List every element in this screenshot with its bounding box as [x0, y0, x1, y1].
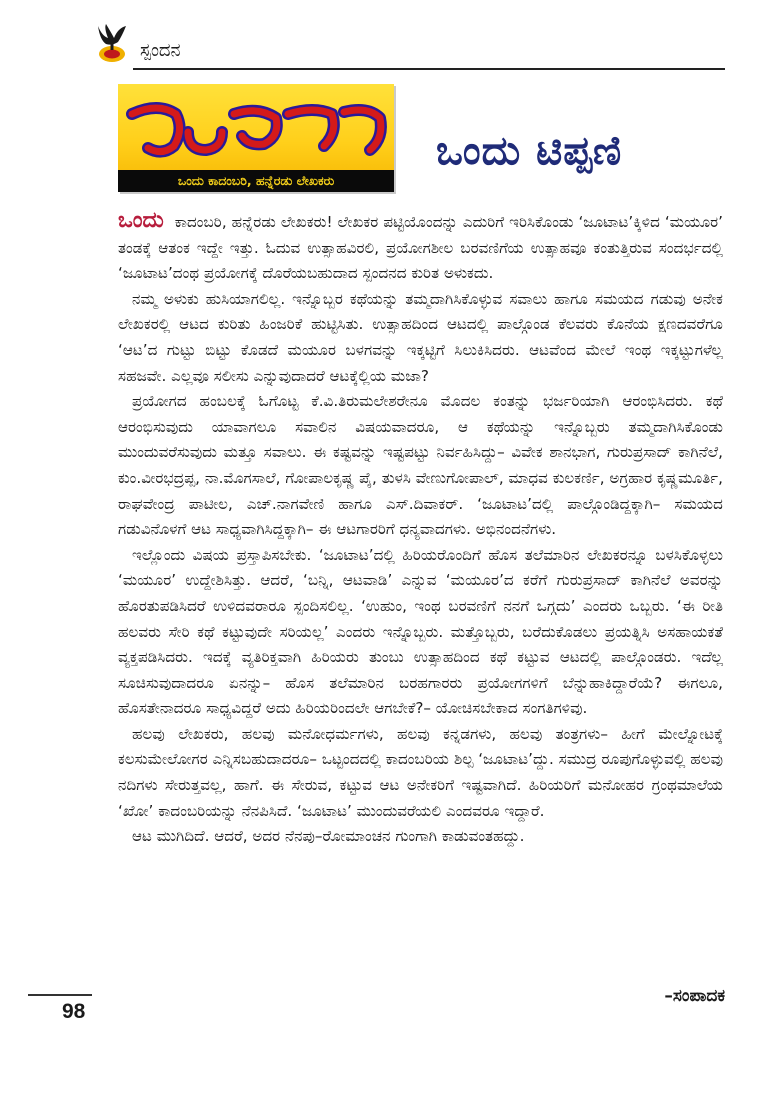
paragraph: ಪ್ರಯೋಗದ ಹಂಬಲಕ್ಕೆ ಓಗೊಟ್ಟ ಕೆ.ವಿ.ತಿರುಮಲೇಶರೇನೂ ಮೊದಲ ಕಂತನ್ನು ಭರ್ಜರಿಯಾಗಿ ಆರಂಭಿಸಿದರು. ಕಥೆ ಆರಂಭಿಸುವುದು ಯಾವಾಗಲೂ ಸವಾಲಿನ ವಿಷಯವಾದರೂ, ಆ ಕಥೆಯನ್ನು ಇನ್ನೊಬ್ಬರು ತಮ್ಮದಾಗಿಸಿಕೊಂಡು ಮುಂದುವರೆಸುವುದು ಮತ್ತೂ ಸವಾಲು. ಈ ಕಷ್ಟವನ್ನು ಇಷ್ಟಪಟ್ಟು ನಿರ್ವಹಿಸಿದ್ದು– ವಿವೇಕ ಶಾನಭಾಗ, ಗುರುಪ್ರಸಾದ್ ಕಾಗಿನೆಲೆ, ಕುಂ.ವೀರಭದ್ರಪ್ಪ, ನಾ.ಮೊಗಸಾಲೆ, ಗೋಪಾಲಕೃಷ್ಣ ಪೈ, ತುಳಸಿ ವೇಣುಗೋಪಾಲ್, ಮಾಧವ ಕುಲಕರ್ಣಿ, ಅಗ್ರಹಾರ ಕೃಷ್ಣಮೂರ್ತಿ, ರಾಘವೇಂದ್ರ ಪಾಟೀಲ, ಎಚ್.ನಾಗವೇಣಿ ಹಾಗೂ ಎಸ್.ದಿವಾಕರ್. ‘ಜೂಟಾಟ’ದಲ್ಲಿ ಪಾಲ್ಗೊಂಡಿದ್ದಕ್ಕಾಗಿ– ಸಮಯದ ಗಡುವಿನೊಳಗೆ ಆಟ ಸಾಧ್ಯವಾಗಿಸಿದ್ದಕ್ಕಾಗಿ– ಈ ಆಟಗಾರರಿಗೆ ಧನ್ಯವಾದಗಳು. ಅಭಿನಂದನೆಗಳು.: [118, 392, 723, 539]
banner-subtitle: ಒಂದು ಕಾದಂಬರಿ, ಹನ್ನೆರಡು ಲೇಖಕರು: [177, 173, 335, 188]
flower-logo-icon: [92, 22, 132, 68]
paragraph: ಹಲವು ಲೇಖಕರು, ಹಲವು ಮನೋಧರ್ಮಗಳು, ಹಲವು ಕನ್ನಡಗಳು, ಹಲವು ತಂತ್ರಗಳು– ಹೀಗೆ ಮೇಲ್ನೋಟಕ್ಕೆ ಕಲಸುಮೇಲೋಗರ ಎನ್ನಿಸಬಹುದಾದರೂ– ಒಟ್ಟಂದದಲ್ಲಿ ಕಾದಂಬರಿಯ ಶಿಲ್ಪ ‘ಜೂಟಾಟ’ದ್ದು. ಸಮುದ್ರ ರೂಪುಗೊಳ್ಳುವಲ್ಲಿ ಹಲವು ನದಿಗಳು ಸೇರುತ್ತವಲ್ಲ, ಹಾಗೆ. ಈ ಸೇರುವ, ಕಟ್ಟುವ ಆಟ ಅನೇಕರಿಗೆ ಇಷ್ಟವಾಗಿದೆ. ಹಿರಿಯರಿಗೆ ಮನೋಹರ ಗ್ರಂಥಮಾಲೆಯ ‘ಖೋ’ ಕಾದಂಬರಿಯನ್ನು ನೆನಪಿಸಿದೆ. ‘ಜೂಟಾಟ’ ಮುಂದುವರೆಯಲಿ ಎಂದವರೂ ಇದ್ದಾರೆ.: [118, 724, 723, 820]
drop-word: ಒಂದು: [118, 208, 164, 233]
header-rule: [133, 68, 725, 70]
section-name: ಸ್ಪಂದನ: [140, 40, 181, 61]
paragraph: ನಮ್ಮ ಅಳುಕು ಹುಸಿಯಾಗಲಿಲ್ಲ. ಇನ್ನೊಬ್ಬರ ಕಥೆಯನ್ನು ತಮ್ಮದಾಗಿಸಿಕೊಳ್ಳುವ ಸವಾಲು ಹಾಗೂ ಸಮಯದ ಗಡುವು ಅನೇಕ ಲೇಖಕರಲ್ಲಿ ಆಟದ ಕುರಿತು ಹಿಂಜರಿಕೆ ಹುಟ್ಟಿಸಿತು. ಉತ್ಸಾಹದಿಂದ ಆಟದಲ್ಲಿ ಪಾಲ್ಗೊಂಡ ಕೆಲವರು ಕೊನೆಯ ಕ್ಷಣದವರೆಗೂ ‘ಆಟ’ದ ಗುಟ್ಟು ಬಿಟ್ಟು ಕೊಡದೆ ಮಯೂರ ಬಳಗವನ್ನು ಇಕ್ಕಟ್ಟಿಗೆ ಸಿಲುಕಿಸಿದರು. ಆಟವೆಂದ ಮೇಲೆ ಇಂಥ ಇಕ್ಕಟ್ಟುಗಳೆಲ್ಲ ಸಹಜವೇ. ಎಲ್ಲವೂ ಸಲೀಸು ಎನ್ನುವುದಾದರೆ ಆಟಕ್ಕೆಲ್ಲಿಯ ಮಜಾ?: [118, 289, 723, 385]
banner-strip: [118, 170, 394, 192]
paragraph: ಆಟ ಮುಗಿದಿದೆ. ಆದರೆ, ಅದರ ನೆನಪು–ರೋಮಾಂಚನ ಗುಂಗಾಗಿ ಕಾಡುವಂತಹದ್ದು.: [132, 827, 525, 846]
banner: [118, 84, 394, 192]
paragraph: ಇಲ್ಲೊಂದು ವಿಷಯ ಪ್ರಸ್ತಾಪಿಸಬೇಕು. ‘ಜೂಟಾಟ’ದಲ್ಲಿ ಹಿರಿಯರೊಂದಿಗೆ ಹೊಸ ತಲೆಮಾರಿನ ಲೇಖಕರನ್ನೂ ಬಳಸಿಕೊಳ್ಳಲು ‘ಮಯೂರ’ ಉದ್ದೇಶಿಸಿತ್ತು. ಆದರೆ, ‘ಬನ್ನಿ, ಆಟವಾಡಿ’ ಎನ್ನುವ ‘ಮಯೂರ’ದ ಕರೆಗೆ ಗುರುಪ್ರಸಾದ್ ಕಾಗಿನೆಲೆ ಅವರನ್ನು ಹೊರತುಪಡಿಸಿದರೆ ಉಳಿದವರಾರೂ ಸ್ಪಂದಿಸಲಿಲ್ಲ. ‘ಉಹುಂ, ಇಂಥ ಬರವಣಿಗೆ ನನಗೆ ಒಗ್ಗದು’ ಎಂದರು ಒಬ್ಬರು. ‘ಈ ರೀತಿ ಹಲವರು ಸೇರಿ ಕಥೆ ಕಟ್ಟುವುದೇ ಸರಿಯಲ್ಲ’ ಎಂದರು ಇನ್ನೊಬ್ಬರು. ಮತ್ತೊಬ್ಬರು, ಬರೆದುಕೊಡಲು ಪ್ರಯತ್ನಿಸಿ ಅಸಹಾಯಕತೆ ವ್ಯಕ್ತಪಡಿಸಿದರು. ಇದಕ್ಕೆ ವ್ಯತಿರಿಕ್ತವಾಗಿ ಹಿರಿಯರು ತುಂಬು ಉತ್ಸಾಹದಿಂದ ಕಥೆ ಕಟ್ಟುವ ಆಟದಲ್ಲಿ ಪಾಲ್ಗೊಂಡರು. ಇದೆಲ್ಲ ಸೂಚಿಸುವುದಾದರೂ ಏನನ್ನು– ಹೊಸ ತಲೆಮಾರಿನ ಬರಹಗಾರರು ಪ್ರಯೋಗಗಳಿಗೆ ಬೆನ್ನುಹಾಕಿದ್ದಾರೆಯೆ? ಈಗಲೂ, ಹೊಸತೇನಾದರೂ ಸಾಧ್ಯವಿದ್ದರೆ ಅದು ಹಿರಿಯರಿಂದಲೇ ಆಗಬೇಕೆ?– ಯೋಚಿಸಬೇಕಾದ ಸಂಗತಿಗಳಿವು.: [118, 545, 723, 718]
paragraph-text: ಕಾದಂಬರಿ, ಹನ್ನೆರಡು ಲೇಖಕರು! ಲೇಖಕರ ಪಟ್ಟಿಯೊಂದನ್ನು ಎದುರಿಗೆ ಇರಿಸಿಕೊಂಡು ‘ಜೂಟಾಟ’ಕ್ಕಿಳಿದ ‘ಮಯೂರ’ ತಂಡಕ್ಕೆ ಆತಂಕ ಇದ್ದೇ ಇತ್ತು. ಓದುವ ಉತ್ಸಾಹವಿರಲಿ, ಪ್ರಯೋಗಶೀಲ ಬರವಣಿಗೆಯ ಉತ್ಸಾಹವೂ ಕಂತುತ್ತಿರುವ ಸಂದರ್ಭದಲ್ಲಿ ‘ಜೂಟಾಟ’ದಂಥ ಪ್ರಯೋಗಕ್ಕೆ ದೊರೆಯಬಹುದಾದ ಸ್ಪಂದನದ ಕುರಿತ ಅಳುಕದು.: [118, 213, 723, 283]
banner-title-art: [118, 84, 394, 170]
page-title: ಒಂದು ಟಿಪ್ಪಣಿ: [436, 128, 623, 174]
paragraph: [118, 208, 723, 287]
page-number: 98: [62, 1000, 86, 1023]
signature: –ಸಂಪಾದಕ: [664, 986, 725, 1006]
page-number-rule: [28, 994, 92, 996]
article-body: [118, 208, 723, 850]
